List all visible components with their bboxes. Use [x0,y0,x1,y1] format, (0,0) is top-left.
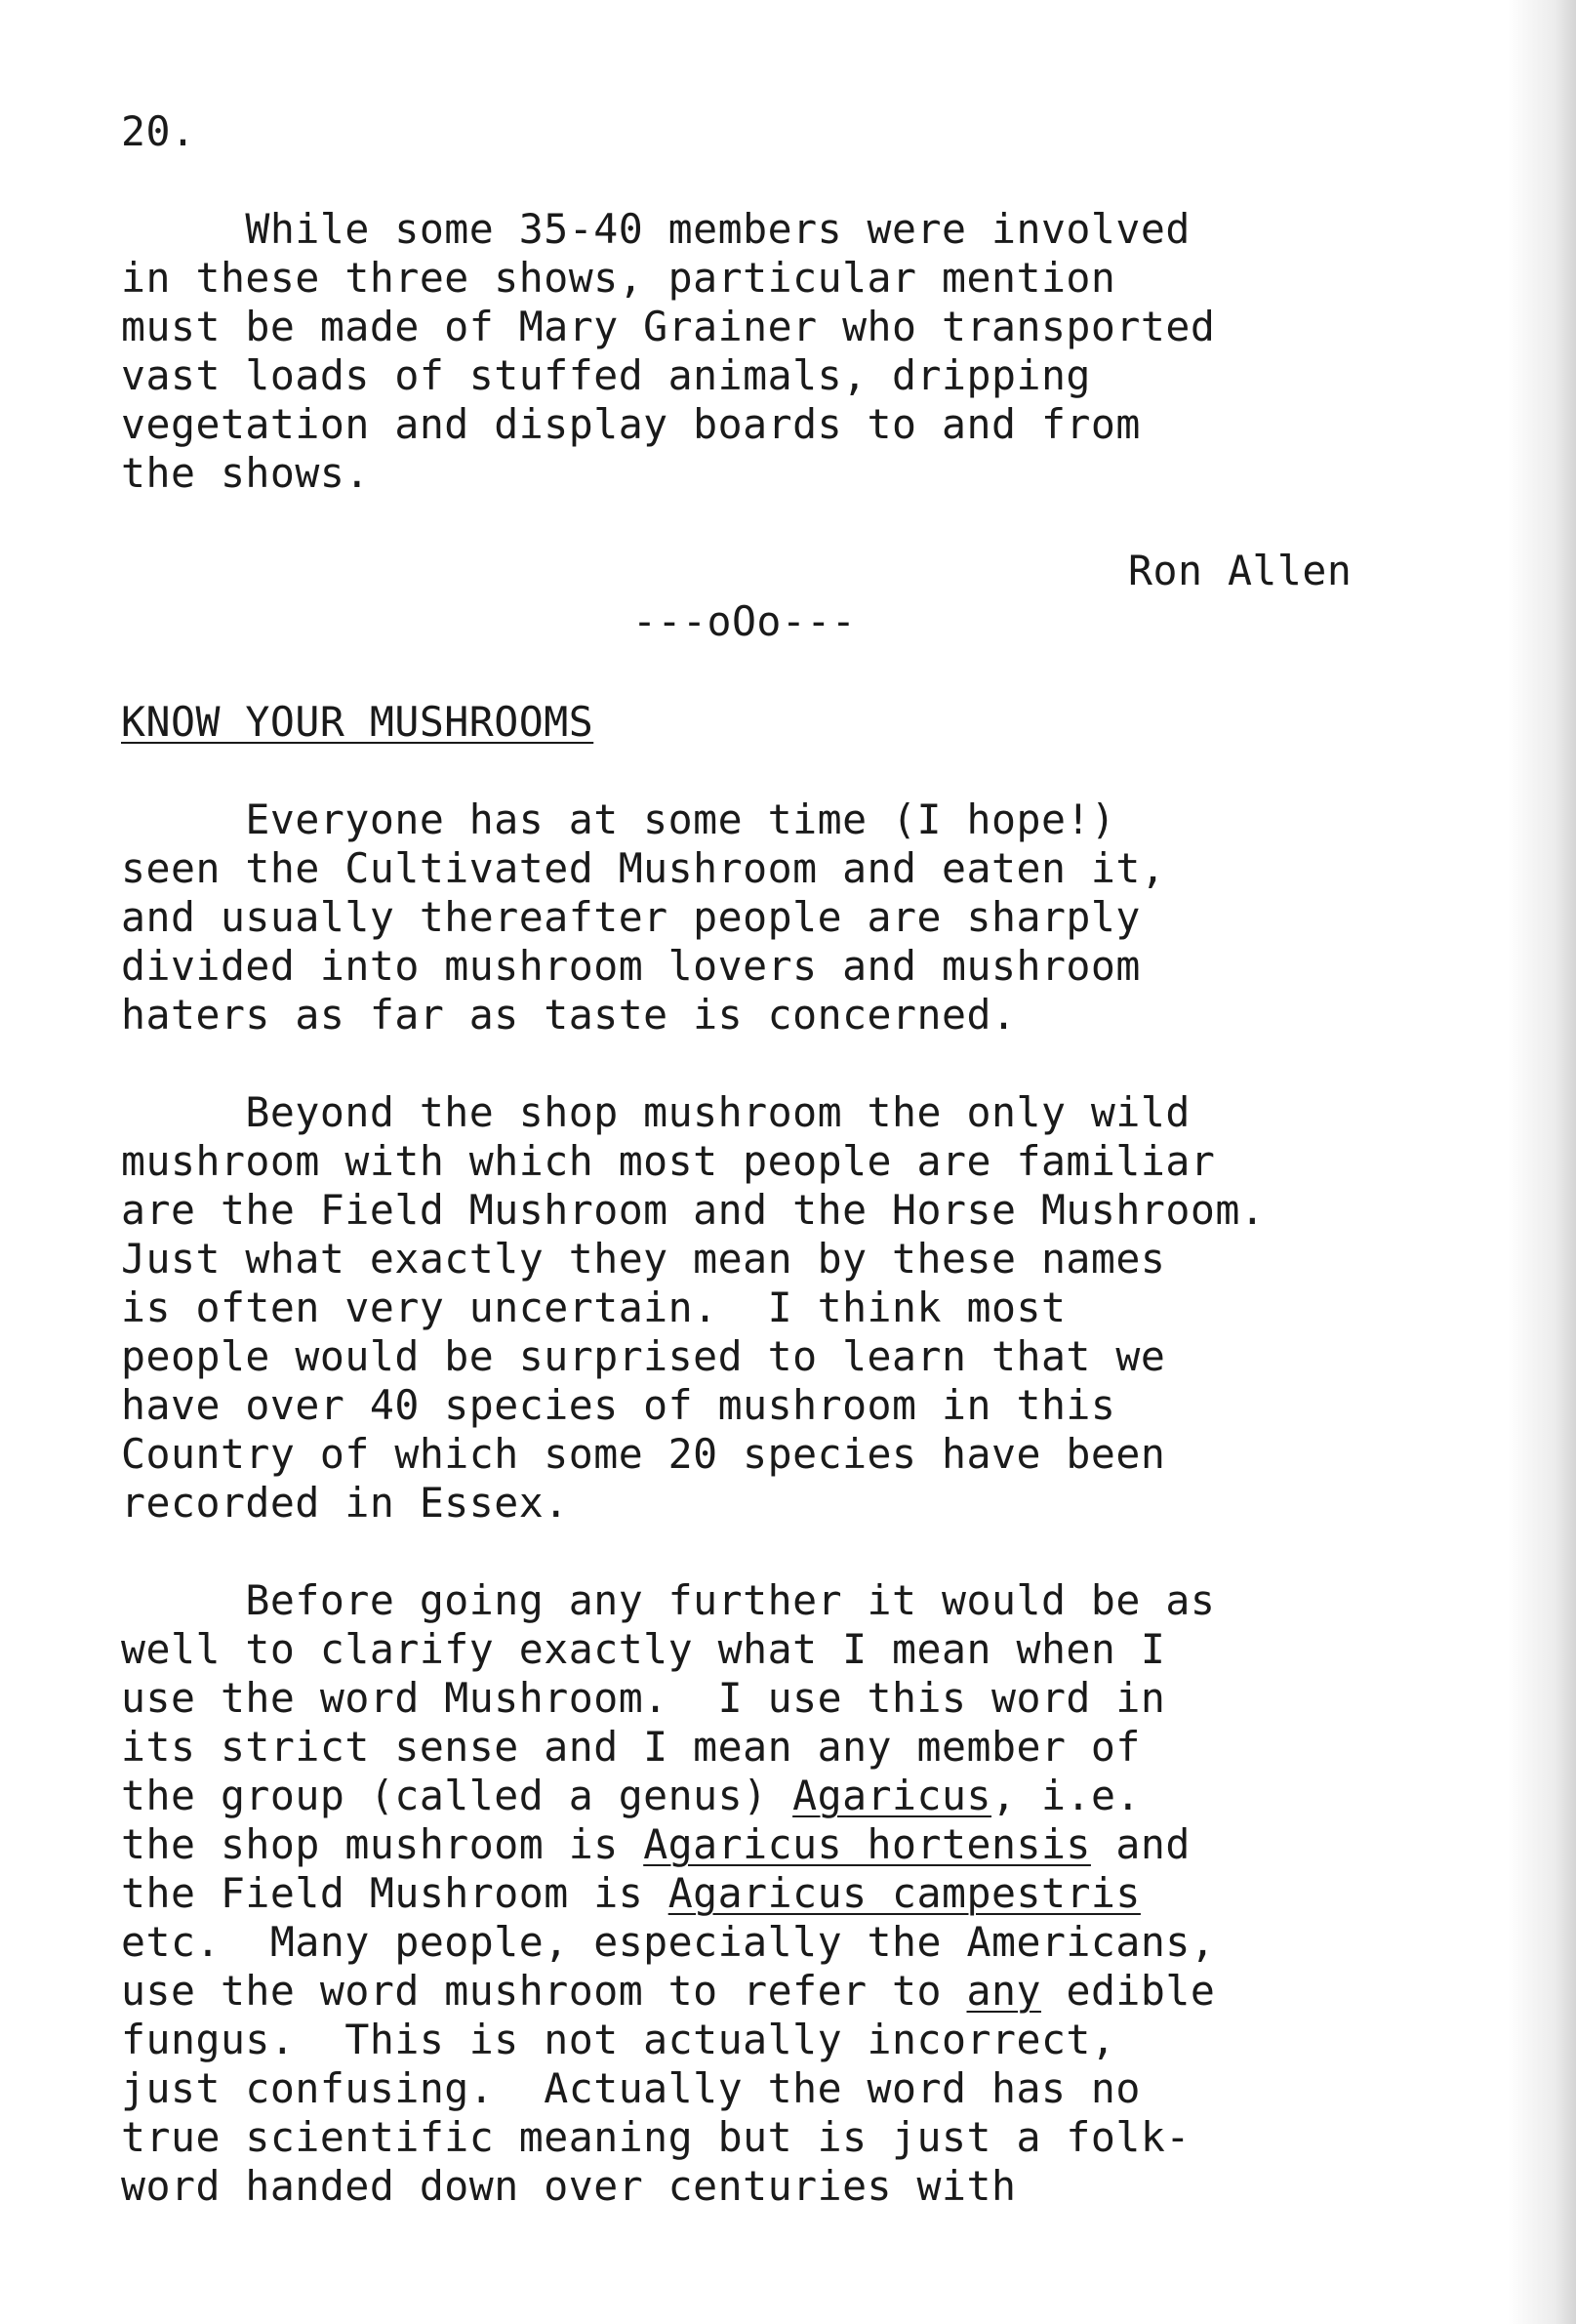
species-name: Agaricus campestris [667,1869,1141,1917]
paragraph-line: seen the Cultivated Mushroom and eaten it, [121,844,1166,892]
paragraph-line: While some 35-40 members were involved [121,205,1191,253]
paragraph-line: Everyone has at some time (I hope!) [121,795,1116,843]
paragraph-line: the shows. [121,449,370,497]
paragraph-line: vast loads of stuffed animals, dripping [121,351,1091,399]
paragraph-line: are the Field Mushroom and the Horse Mushroom. [121,1186,1266,1234]
line-text: the group (called a genus) [121,1772,793,1819]
line-text: use the word mushroom to refer to [121,1967,967,2015]
section-heading: KNOW YOUR MUSHROOMS [121,698,594,746]
author-signature: Ron Allen [1128,547,1353,594]
line-text: the Field Mushroom is [121,1869,668,1917]
paragraph-line: fungus. This is not actually incorrect, [121,2016,1116,2063]
paragraph-line: recorded in Essex. [121,1479,569,1527]
line-text: and [1090,1820,1191,1868]
paragraph-line: is often very uncertain. I think most [121,1284,1067,1331]
page-edge-shadow [1508,0,1576,2324]
genus-name: Agaricus [792,1772,991,1819]
paragraph-line [121,1869,1141,1918]
section-separator: ---oOo--- [632,597,857,645]
line-text: edible [1040,1967,1216,2015]
paragraph-line [121,1772,1141,1820]
paragraph-line: people would be surprised to learn that we [121,1332,1166,1380]
emphasis-word: any [966,1967,1041,2015]
paragraph-line: word handed down over centuries with [121,2162,1017,2210]
line-text: , i.e. [991,1772,1141,1819]
paragraph-line: in these three shows, particular mention [121,254,1116,302]
paragraph-line: Before going any further it would be as [121,1576,1216,1624]
paragraph-line [121,1967,1215,2016]
paragraph-line: have over 40 species of mushroom in this [121,1381,1116,1429]
paragraph-line: divided into mushroom lovers and mushroom [121,942,1141,990]
paragraph-line: use the word Mushroom. I use this word in [121,1674,1166,1722]
paragraph-line: well to clarify exactly what I mean when I [121,1625,1166,1673]
paragraph-line: and usually thereafter people are sharply [121,893,1141,941]
species-name: Agaricus hortensis [643,1820,1091,1868]
paragraph-line: must be made of Mary Grainer who transported [121,303,1216,350]
paragraph-line: Beyond the shop mushroom the only wild [121,1088,1191,1136]
paragraph-line: mushroom with which most people are familiar [121,1137,1216,1185]
line-text: the shop mushroom is [121,1820,644,1868]
paragraph-line: haters as far as taste is concerned. [121,991,1017,1039]
paragraph-line: etc. Many people, especially the Americans, [121,1918,1216,1966]
paragraph-line: just confusing. Actually the word has no [121,2064,1141,2112]
paragraph-line: true scientific meaning but is just a folk- [121,2113,1191,2161]
paragraph-line: vegetation and display boards to and from [121,400,1141,448]
page-number: 20. [121,107,196,155]
paragraph-line: Country of which some 20 species have been [121,1430,1166,1478]
paragraph-line: its strict sense and I mean any member of [121,1723,1141,1771]
paragraph-line [121,1820,1191,1869]
paragraph-line: Just what exactly they mean by these names [121,1235,1166,1283]
